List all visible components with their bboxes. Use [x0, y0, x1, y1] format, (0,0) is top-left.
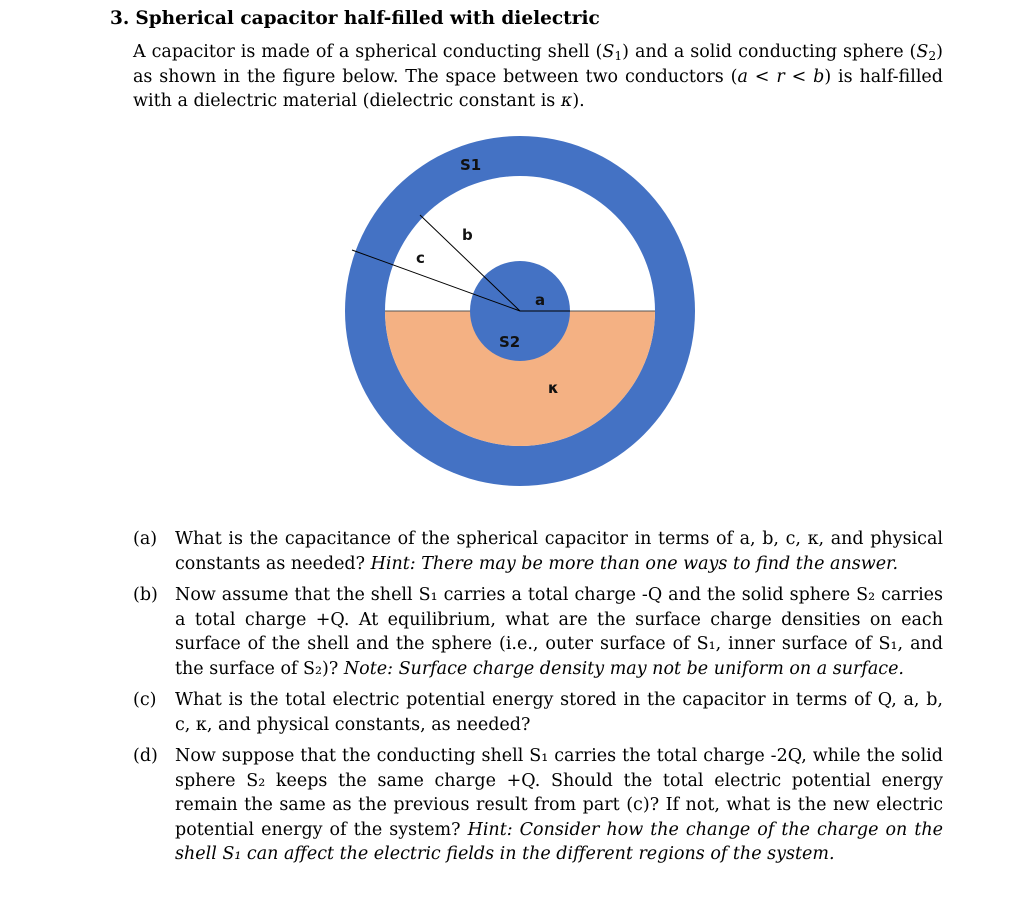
label-s1: S1: [460, 156, 482, 174]
question-text: Now assume that the shell S₁ carries a total charge -Q and the solid sphere S₂ carries a total charge +Q. At equilibrium, what are the surface charge densities on each surface of the shell and the sphere (i.e., outer surface of S₁, inner surface of S₁, and the surface of S₂)?: [175, 585, 943, 679]
label-kappa: κ: [548, 379, 559, 397]
question-tag: (c): [133, 690, 157, 710]
intro-inequality: a < r < b: [737, 66, 825, 87]
hint-text: There may be more than one ways to find the answer.: [421, 553, 899, 574]
intro-text-4: ) is half-filled with a dielectric material (dielectric constant is: [133, 66, 943, 111]
question-text: What is the capacitance of the spherical capacitor in terms of a, b, c, κ, and physical constants as needed?: [175, 529, 943, 574]
problem-number: 3.: [110, 8, 130, 29]
question-a: [133, 527, 943, 576]
question-text: What is the total electric potential energy stored in the capacitor in terms of Q, a, b, c, κ, and physical constants, as needed?: [175, 690, 943, 735]
question-tag: (a): [133, 529, 158, 549]
intro-text-2: ) and a solid conducting sphere (: [622, 42, 917, 62]
problem-title: Spherical capacitor half-filled with dielectric: [135, 8, 600, 29]
intro-symbol-s1-subscript: 1: [614, 49, 623, 63]
label-a: a: [535, 291, 546, 309]
hint-label: Hint:: [467, 819, 513, 840]
label-c: c: [416, 249, 425, 267]
question-text: Now suppose that the conducting shell S₁ carries the total charge -2Q, while the solid sphere S₂ keeps the same charge +Q. Should the total electric potential energy remain the same as the previous result from part (c)? If not, what is the new electric potential energy of the system?: [175, 746, 943, 840]
question-tag: (b): [133, 585, 158, 605]
question-tag: (d): [133, 746, 158, 766]
question-d: [133, 744, 943, 867]
note-text: Surface charge density may not be uniform on a surface.: [398, 658, 904, 679]
intro-text-3: ) as shown in the figure below. The space between two conductors (: [133, 42, 943, 87]
label-s2: S2: [499, 333, 521, 351]
hint-label: Hint:: [370, 553, 416, 574]
question-list: [133, 527, 943, 874]
hint-text: Consider how the change of the charge on the shell S₁ can affect the electric fields in the different regions of the system.: [175, 819, 943, 864]
intro-text-5: ).: [572, 91, 585, 111]
intro-symbol-s1: S: [602, 42, 615, 62]
intro-text-1: A capacitor is made of a spherical conducting shell (: [133, 42, 603, 62]
note-label: Note:: [343, 658, 393, 679]
question-c: [133, 688, 943, 737]
intro-symbol-s2: S: [916, 42, 929, 62]
label-b: b: [462, 226, 473, 244]
intro-symbol-s2-subscript: 2: [928, 49, 937, 63]
intro-kappa: κ: [560, 91, 573, 111]
question-b: [133, 583, 943, 681]
